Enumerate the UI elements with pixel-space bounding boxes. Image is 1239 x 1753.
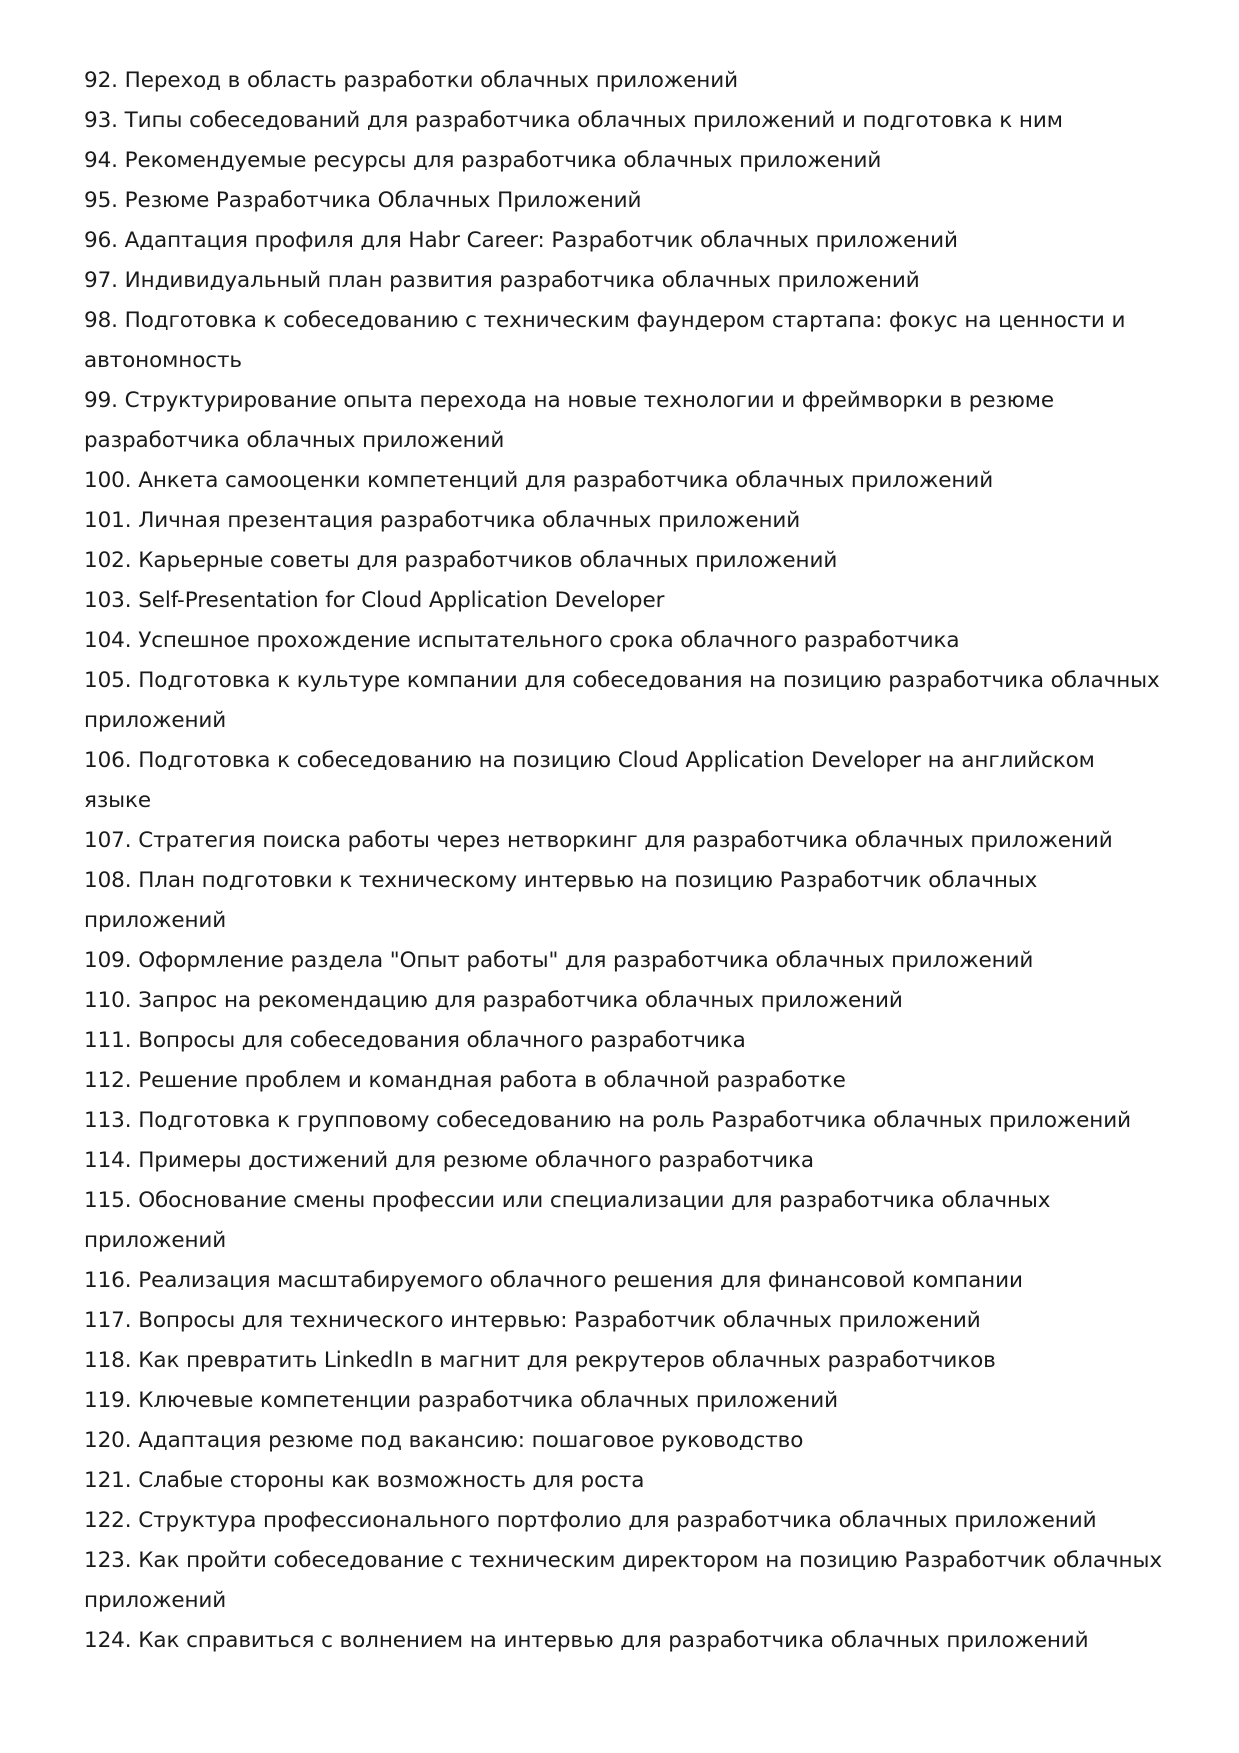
toc-item: 123. Как пройти собеседование с техническим директором на позицию Разработчик облачных приложений <box>84 1548 1162 1613</box>
toc-item: 92. Переход в область разработки облачных приложений <box>84 68 738 93</box>
toc-item: 121. Слабые стороны как возможность для роста <box>84 1468 645 1493</box>
toc-item: 98. Подготовка к собеседованию с техническим фаундером стартапа: фокус на ценности и автономность <box>84 308 1126 373</box>
toc-item: 112. Решение проблем и командная работа в облачной разработке <box>84 1068 846 1093</box>
toc-item: 97. Индивидуальный план развития разработчика облачных приложений <box>84 268 920 293</box>
toc-item: 107. Стратегия поиска работы через нетворкинг для разработчика облачных приложений <box>84 828 1113 853</box>
toc-item: 96. Адаптация профиля для Habr Career: Разработчик облачных приложений <box>84 228 958 253</box>
toc-item: 113. Подготовка к групповому собеседованию на роль Разработчика облачных приложений <box>84 1108 1131 1133</box>
toc-item: 99. Структурирование опыта перехода на новые технологии и фреймворки в резюме разработчика облачных приложений <box>84 388 1054 453</box>
toc-item: 110. Запрос на рекомендацию для разработчика облачных приложений <box>84 988 903 1013</box>
toc-item: 120. Адаптация резюме под вакансию: пошаговое руководство <box>84 1428 804 1453</box>
toc-item: 104. Успешное прохождение испытательного срока облачного разработчика <box>84 628 960 653</box>
toc-item: 108. План подготовки к техническому интервью на позицию Разработчик облачных приложений <box>84 868 1038 933</box>
toc-item: 116. Реализация масштабируемого облачного решения для финансовой компании <box>84 1268 1023 1293</box>
toc-item: 118. Как превратить LinkedIn в магнит для рекрутеров облачных разработчиков <box>84 1348 996 1373</box>
toc-item: 106. Подготовка к собеседованию на позицию Cloud Application Developer на английском языке <box>84 748 1095 813</box>
toc-item: 117. Вопросы для технического интервью: Разработчик облачных приложений <box>84 1308 981 1333</box>
toc-item: 100. Анкета самооценки компетенций для разработчика облачных приложений <box>84 468 994 493</box>
toc-item: 124. Как справиться с волнением на интервью для разработчика облачных приложений <box>84 1628 1089 1653</box>
toc-item: 105. Подготовка к культуре компании для собеседования на позицию разработчика облачных приложений <box>84 668 1160 733</box>
toc-item: 102. Карьерные советы для разработчиков облачных приложений <box>84 548 838 573</box>
toc-item: 95. Резюме Разработчика Облачных Приложений <box>84 188 642 213</box>
toc-item: 115. Обоснование смены профессии или специализации для разработчика облачных приложений <box>84 1188 1051 1253</box>
toc-item: 122. Структура профессионального портфолио для разработчика облачных приложений <box>84 1508 1097 1533</box>
toc-item: 103. Self-Presentation for Cloud Application Developer <box>84 588 665 613</box>
toc-item: 94. Рекомендуемые ресурсы для разработчика облачных приложений <box>84 148 882 173</box>
toc-item: 114. Примеры достижений для резюме облачного разработчика <box>84 1148 814 1173</box>
table-of-contents <box>84 61 1164 1661</box>
toc-item: 93. Типы собеседований для разработчика облачных приложений и подготовка к ним <box>84 108 1063 133</box>
toc-item: 119. Ключевые компетенции разработчика облачных приложений <box>84 1388 838 1413</box>
toc-item: 101. Личная презентация разработчика облачных приложений <box>84 508 801 533</box>
toc-item: 109. Оформление раздела "Опыт работы" для разработчика облачных приложений <box>84 948 1034 973</box>
toc-item: 111. Вопросы для собеседования облачного разработчика <box>84 1028 746 1053</box>
